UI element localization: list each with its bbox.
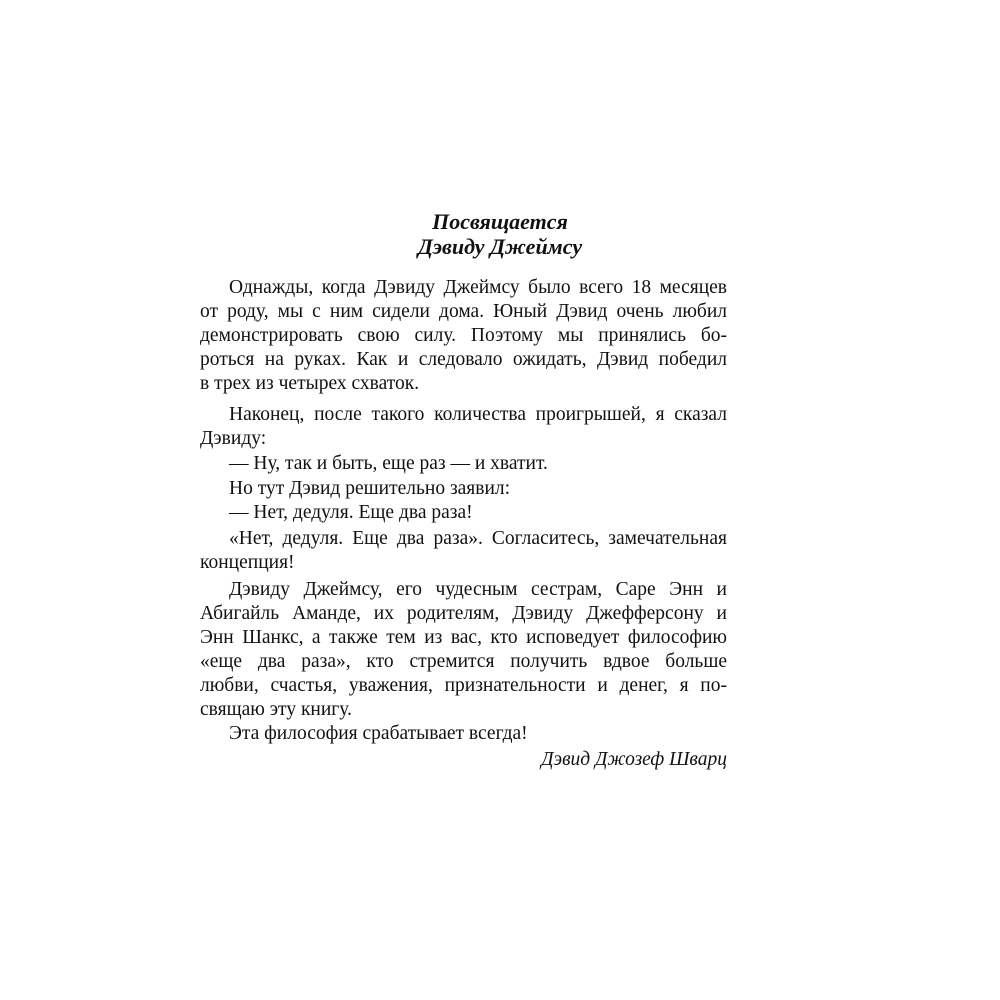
text-line: в трех из четырех схваток.: [200, 373, 420, 394]
text-line: Абигайль Аманде, их родителям, Дэвиду Джефферсону и: [200, 603, 727, 624]
text-line: Дэвиду Джеймсу, его чудесным сестрам, Саре Энн и: [229, 579, 727, 600]
text-line: любви, счастья, уважения, признательности и денег, я по-: [200, 675, 727, 696]
text-line: Дэвиду:: [200, 428, 267, 449]
text-line: роться на руках. Как и следовало ожидать, Дэвид победил: [200, 349, 727, 370]
text-line: Наконец, после такого количества проигрышей, я сказал: [229, 404, 727, 425]
dialogue-line: — Ну, так и быть, еще раз — и хватит.: [229, 453, 548, 474]
text-line: от роду, мы с ним сидели дома. Юный Дэвид очень любил: [200, 301, 727, 322]
text-line: Но тут Дэвид решительно заявил:: [229, 478, 511, 499]
text-line: «еще два раза», кто стремится получить вдвое больше: [200, 651, 727, 672]
dialogue-line: — Нет, дедуля. Еще два раза!: [229, 502, 473, 523]
text-line: Эта философия срабатывает всегда!: [229, 723, 528, 744]
text-line: свящаю эту книгу.: [200, 699, 352, 720]
text-line: Энн Шанкс, а также тем из вас, кто исповедует философию: [200, 627, 727, 648]
text-line: концепция!: [200, 552, 295, 573]
text-line: демонстрировать свою силу. Поэтому мы принялись бо-: [200, 325, 727, 346]
text-line: Однажды, когда Дэвиду Джеймсу было всего 18 месяцев: [229, 277, 727, 298]
dedication-title-line-1: Посвящается: [432, 209, 568, 234]
dedication-title-line-2: Дэвиду Джеймсу: [417, 234, 583, 259]
text-line: «Нет, дедуля. Еще два раза». Согласитесь, замечательная: [229, 528, 727, 549]
author-signature: Дэвид Джозеф Шварц: [541, 749, 727, 770]
